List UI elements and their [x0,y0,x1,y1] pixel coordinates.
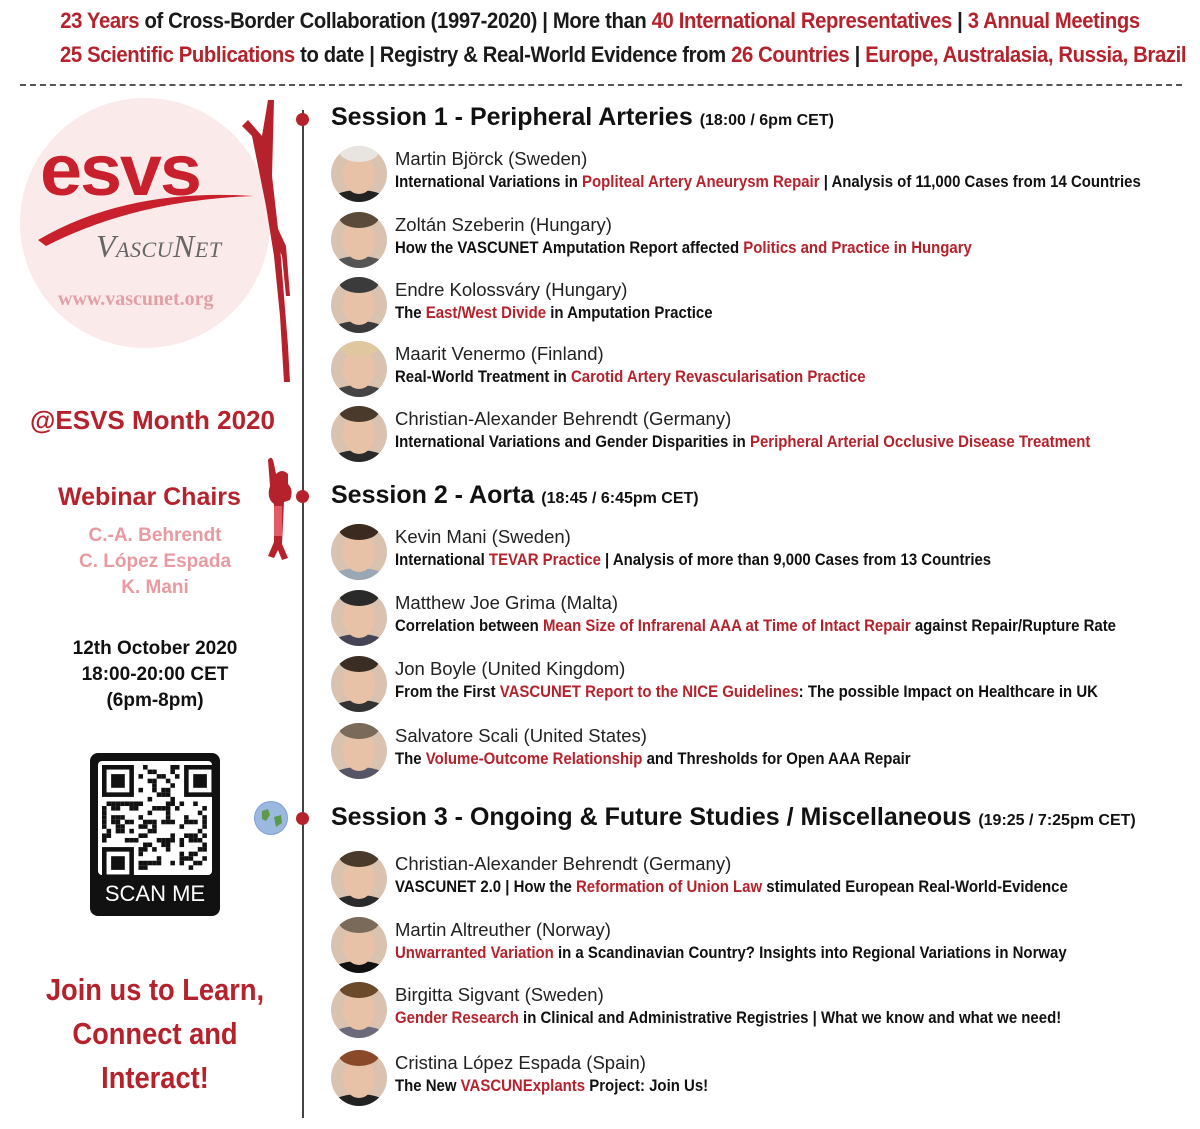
speaker-avatar [331,982,387,1038]
talk-title-highlight: Popliteal Artery Aneurysm Repair [582,172,820,191]
talk-title-highlight: Unwarranted Variation [395,943,554,962]
session-time: (19:25 / 7:25pm CET) [978,812,1136,829]
talk-title-text: | Analysis of 11,000 Cases from 14 Countries [819,172,1141,191]
speaker-name: Jon Boyle (United Kingdom) [395,658,626,679]
talk-title-highlight: Volume-Outcome Relationship [425,749,643,768]
talk-item [331,146,1191,206]
speaker-name: Maarit Venermo (Finland) [395,343,604,364]
avatar-part [339,982,379,998]
qr-code-pattern [98,761,212,875]
chair-name: C. López Espada [78,551,232,572]
highlight-text: 26 Countries [731,42,850,67]
avatar-part [339,1050,379,1066]
talk-title [395,749,911,769]
avatar-part [339,524,379,540]
session-title: Session 1 - Peripheral Arteries [331,103,700,131]
speaker-name: Endre Kolossváry (Hungary) [395,279,628,300]
talk-title-text: International Variations and Gender Disparities in [395,432,750,451]
talk-item [331,656,1191,716]
talk-item [331,1050,1191,1110]
talk-title-highlight: East/West Divide [425,303,547,322]
talk-title [395,877,1068,897]
talk-title [395,682,1098,702]
event-time-alt: (6pm-8pm) [106,690,204,711]
avatar-part [339,406,379,422]
talk-title-text: stimulated European Real-World-Evidence [762,877,1068,896]
body-text: to date | Registry & Real-World Evidence from [294,42,732,67]
talk-title-highlight: Carotid Artery Revascularisation Practice [570,367,866,386]
header-line-1 [60,8,1140,34]
talk-title [395,303,713,323]
talk-item [331,917,1191,977]
talk-title-text: The [395,303,426,322]
header-divider [20,84,1182,86]
speaker-name: Martin Altreuther (Norway) [395,919,611,940]
highlight-text: 23 Years [60,8,140,33]
talk-item [331,277,1191,337]
session-time: (18:00 / 6pm CET) [699,112,834,129]
body-text: | [849,42,866,67]
talk-item [331,590,1191,650]
talk-title-highlight: TEVAR Practice [488,550,601,569]
avatar-part [339,212,379,228]
avatar-part [339,277,379,293]
event-date-block [0,636,310,714]
talk-title [395,1076,708,1096]
talk-title [395,943,1067,963]
speaker-avatar [331,656,387,712]
body-text: of Cross-Border Collaboration (1997-2020) | More than [139,8,652,33]
talk-title-text: Project: Join Us! [585,1076,709,1095]
highlight-text: 3 Annual Meetings [967,8,1140,33]
speaker-avatar [331,146,387,202]
session-heading [331,103,834,132]
speaker-name: Zoltán Szeberin (Hungary) [395,214,612,235]
aorta-icon [260,454,300,564]
timeline-line [302,110,304,1118]
vascunet-logo: VascuNet [96,228,222,264]
talk-title-text: Correlation between [395,616,543,635]
talk-title-text: VASCUNET 2.0 | How the [395,877,576,896]
talk-item [331,212,1191,272]
talk-title-highlight: Reformation of Union Law [575,877,763,896]
avatar-part [339,723,379,739]
speaker-avatar [331,524,387,580]
talk-title-text: | Analysis of more than 9,000 Cases from 13 Countries [600,550,992,569]
talk-title [395,1008,1061,1028]
chair-name: C.-A. Behrendt [88,525,222,546]
call-to-action [19,968,292,1100]
website-link[interactable]: www.vascunet.org [58,288,214,310]
talk-title-highlight: VASCUNET Report to the NICE Guidelines [499,682,799,701]
speaker-name: Salvatore Scali (United States) [395,725,647,746]
qr-code[interactable] [90,753,220,916]
talk-title [395,238,972,258]
talk-title-highlight: VASCUNExplants [460,1076,586,1095]
call-to-action-line-2: Connect and Interact! [72,1016,238,1095]
talk-item [331,723,1191,783]
header-line-2 [60,42,1187,68]
talk-title-text: From the First [395,682,500,701]
session-heading [331,481,699,510]
session-title: Session 2 - Aorta [331,481,542,509]
talk-title-text: : The possible Impact on Healthcare in UK [798,682,1098,701]
speaker-name: Matthew Joe Grima (Malta) [395,592,619,613]
talk-item [331,341,1191,401]
talk-title-highlight: Gender Research [395,1008,519,1027]
speaker-avatar [331,341,387,397]
speaker-avatar [331,277,387,333]
speaker-avatar [331,406,387,462]
highlight-text: Europe, Australasia, Russia, Brazil [865,42,1187,67]
talk-title-text: International Variations in [395,172,583,191]
avatar-part [339,341,379,357]
body-text: | [951,8,968,33]
talk-title [395,432,1090,452]
talk-title [395,172,1141,192]
talk-title-text: against Repair/Rupture Rate [910,616,1117,635]
talk-title-highlight: Politics and Practice in Hungary [743,238,972,257]
globe-icon [254,801,288,835]
avatar-part [339,656,379,672]
talk-title-text: The [395,749,426,768]
call-to-action-line-1: Join us to Learn, [45,972,265,1007]
speaker-name: Cristina López Espada (Spain) [395,1052,646,1073]
chairs-title: Webinar Chairs [58,483,241,511]
speaker-avatar [331,851,387,907]
speaker-avatar [331,590,387,646]
speaker-avatar [331,1050,387,1106]
session-title: Session 3 - Ongoing & Future Studies / Miscellaneous [331,803,979,831]
talk-title-highlight: Peripheral Arterial Occlusive Disease Treatment [749,432,1091,451]
timeline-dot [296,113,309,126]
timeline-dot [296,812,309,825]
talk-title-highlight: Mean Size of Infrarenal AAA at Time of Intact Repair [542,616,911,635]
event-time: 18:00-20:00 CET [81,664,229,685]
highlight-text: 25 Scientific Publications [60,42,295,67]
talk-item [331,982,1191,1042]
talk-title-text: Real-World Treatment in [395,367,571,386]
talk-title [395,616,1116,636]
speaker-name: Kevin Mani (Sweden) [395,526,571,547]
session-time: (18:45 / 6:45pm CET) [541,490,699,507]
talk-item [331,524,1191,584]
qr-code-label: SCAN ME [104,881,206,906]
talk-title-text: in a Scandinavian Country? Insights into Regional Variations in Norway [553,943,1067,962]
avatar-part [339,851,379,867]
talk-title [395,367,866,387]
event-date: 12th October 2020 [72,638,238,659]
chair-name: K. Mani [121,577,189,598]
talk-item [331,406,1191,466]
avatar-part [339,917,379,933]
speaker-avatar [331,723,387,779]
esvs-logo: esvs [40,131,200,211]
speaker-name: Christian-Alexander Behrendt (Germany) [395,408,732,429]
speaker-avatar [331,212,387,268]
speaker-name: Martin Björck (Sweden) [395,148,588,169]
leg-artery-icon [238,96,300,386]
timeline-dot [296,490,309,503]
talk-title-text: How the VASCUNET Amputation Report affected [395,238,744,257]
talk-title-text: in Clinical and Administrative Registries | What we know and what we need! [518,1008,1062,1027]
qr-code-icon [98,761,212,875]
avatar-part [339,146,379,162]
talk-title [395,550,991,570]
speaker-avatar [331,917,387,973]
talk-item [331,851,1191,911]
talk-title-text: International [395,550,489,569]
session-heading [331,803,1136,832]
event-month-label: @ESVS Month 2020 [30,405,275,435]
highlight-text: 40 International Representatives [651,8,952,33]
talk-title-text: and Thresholds for Open AAA Repair [642,749,911,768]
speaker-name: Christian-Alexander Behrendt (Germany) [395,853,732,874]
talk-title-text: The New [395,1076,461,1095]
talk-title-text: in Amputation Practice [546,303,713,322]
speaker-name: Birgitta Sigvant (Sweden) [395,984,604,1005]
avatar-part [339,590,379,606]
